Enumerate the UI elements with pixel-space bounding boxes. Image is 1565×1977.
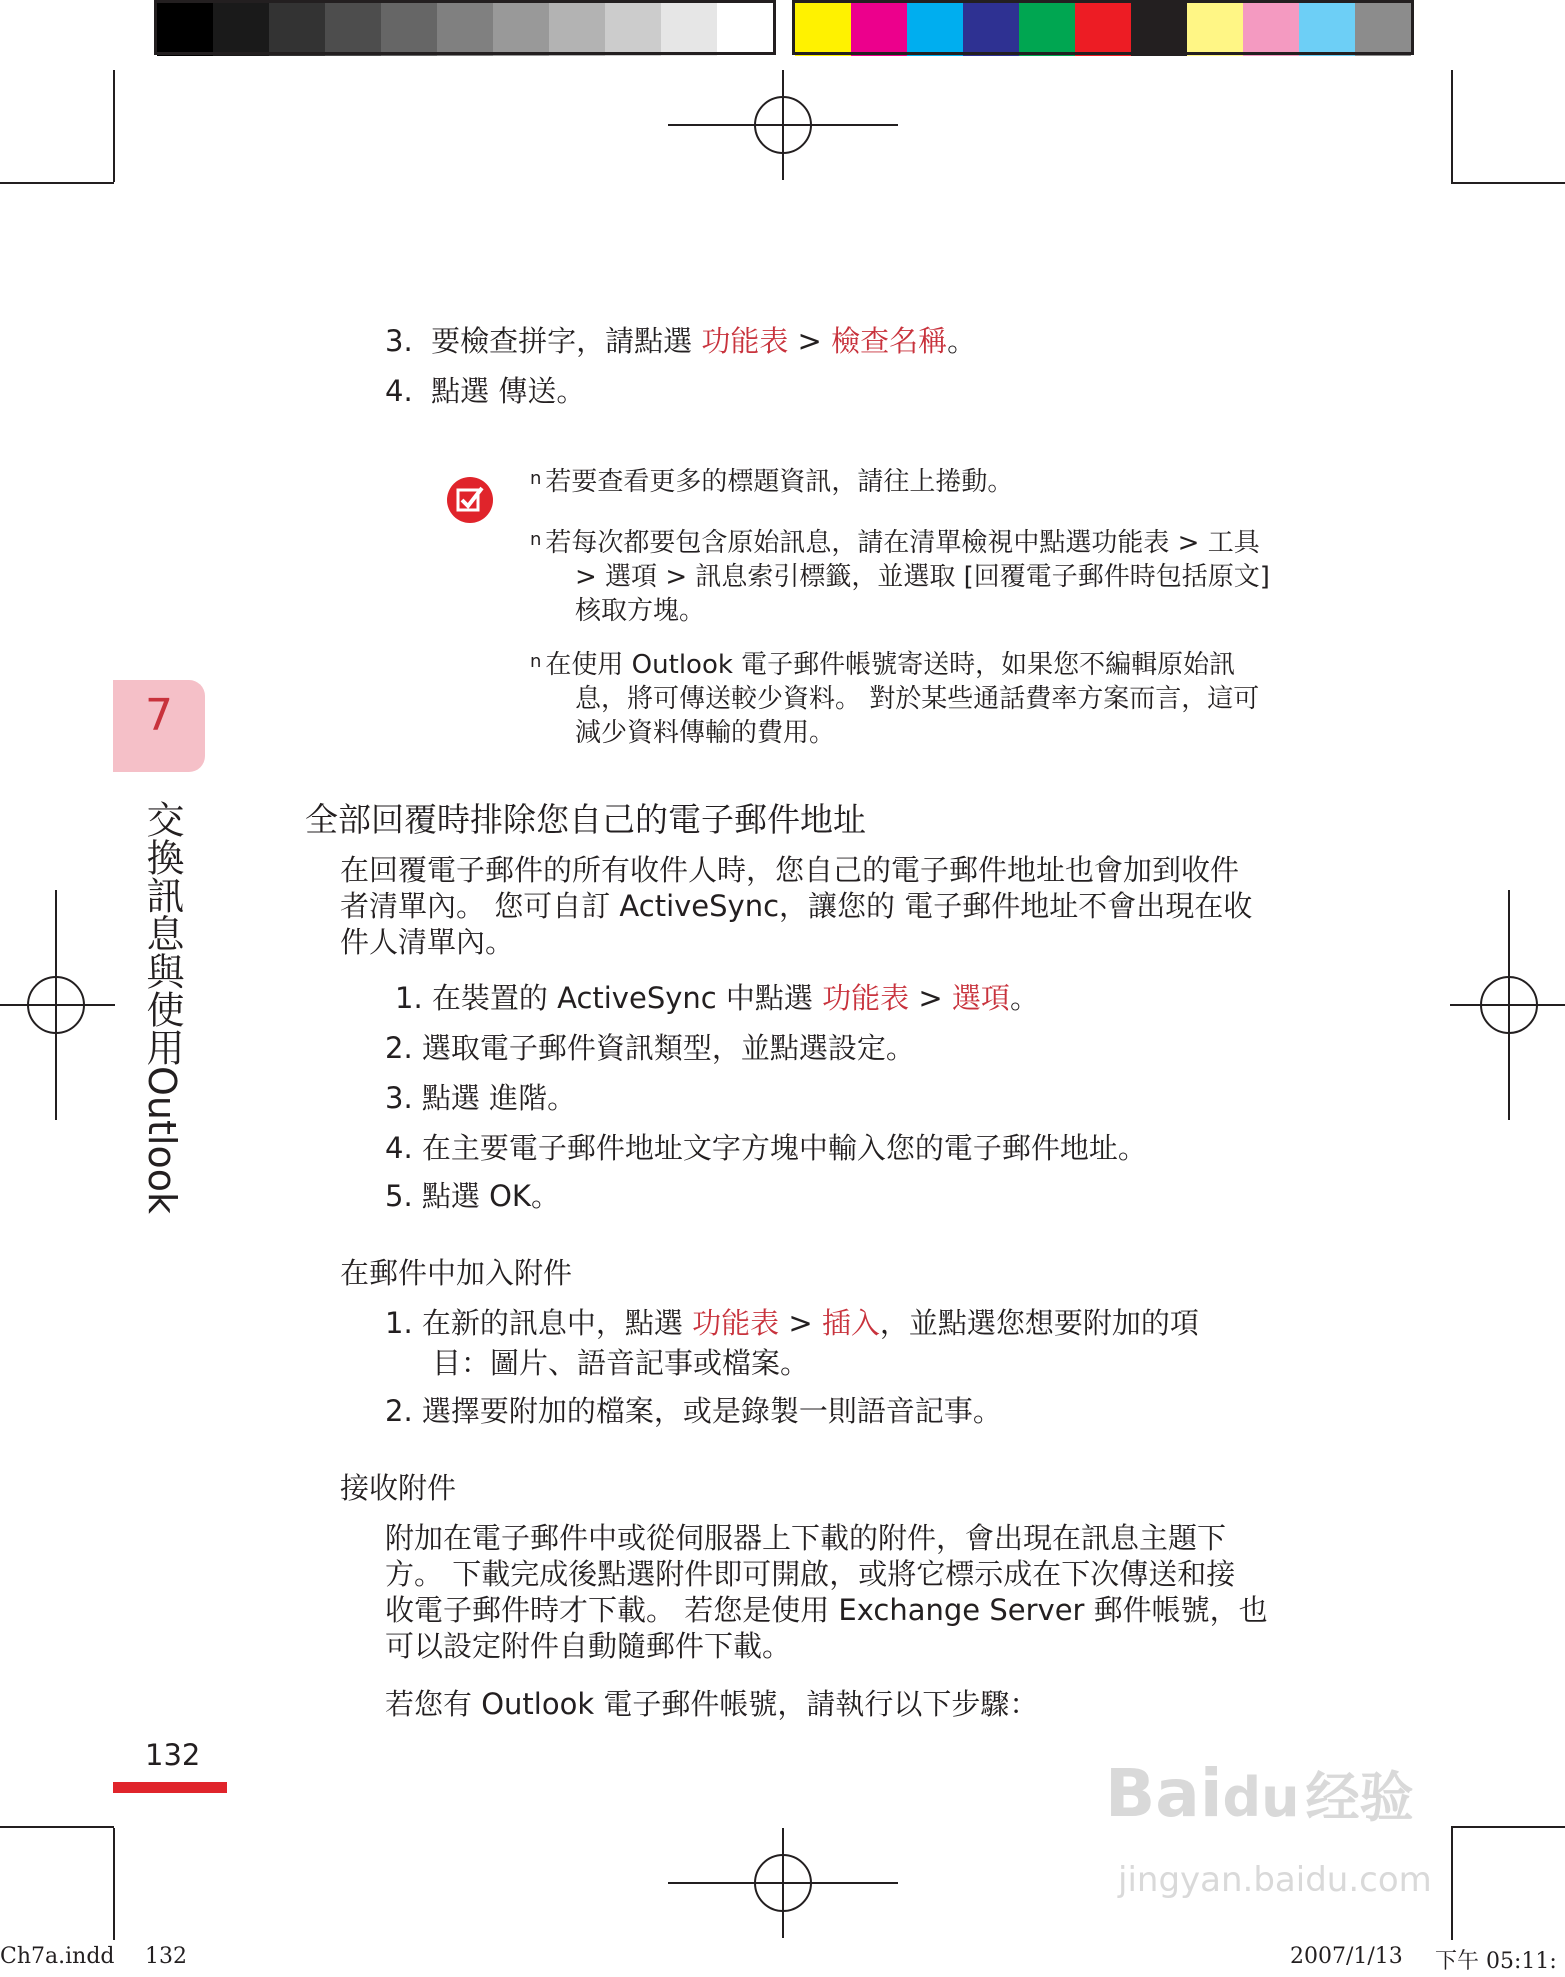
crop-mark-top-right-h bbox=[1451, 182, 1565, 184]
note-2 bbox=[530, 523, 1270, 628]
step-text: 在主要電子郵件地址文字方塊中輸入您的電子郵件地址。 bbox=[421, 1131, 1147, 1165]
step-text: 在裝置的 ActiveSync 中點選 bbox=[431, 981, 823, 1015]
step-text: 要檢查拼字，請點選 bbox=[431, 324, 702, 358]
section-paragraph bbox=[385, 1520, 1268, 1664]
color-bar-frame bbox=[154, 0, 776, 55]
step-check-names bbox=[385, 323, 976, 359]
watermark-cn: 经验 bbox=[1305, 1766, 1414, 1829]
check-names-link: 檢查名稱 bbox=[831, 324, 948, 358]
note-bullet: n bbox=[530, 468, 542, 489]
note-text: > 選項 > 訊息索引標籤，並選取 [回覆電子郵件時包括原文] bbox=[575, 562, 1270, 592]
step-ok bbox=[385, 1178, 560, 1214]
step-insert-attachment bbox=[385, 1305, 1199, 1341]
step-number: 5. bbox=[385, 1179, 413, 1213]
slug-date: 2007/1/13 bbox=[1290, 1944, 1403, 1969]
paragraph-line: 收電子郵件時才下載。 若您是使用 Exchange Server 郵件帳號，也 bbox=[385, 1593, 1268, 1627]
crop-mark-top-left-h bbox=[0, 182, 114, 184]
step-number: 1. bbox=[395, 981, 423, 1015]
step-send bbox=[385, 373, 585, 409]
step-select-type bbox=[385, 1030, 915, 1066]
paragraph-line: 件人清單內。 bbox=[340, 925, 515, 959]
paragraph-line: 在回覆電子郵件的所有收件人時，您自己的電子郵件地址也會加到收件 bbox=[340, 853, 1240, 887]
page-number-bar bbox=[113, 1782, 227, 1793]
note-1 bbox=[530, 462, 1013, 499]
registration-mark-right-icon bbox=[1450, 950, 1565, 1060]
insert-link: 插入 bbox=[821, 1306, 880, 1340]
note-bullet: n bbox=[530, 529, 542, 550]
note-text: 息，將可傳送較少資料。 對於某些通話費率方案而言，這可 bbox=[575, 684, 1260, 714]
color-bar-frame bbox=[792, 0, 1414, 55]
step-number: 2. bbox=[385, 1031, 413, 1065]
watermark-brand: Bai bbox=[1105, 1755, 1223, 1832]
note-3 bbox=[530, 645, 1259, 750]
step-number: 1. bbox=[385, 1306, 413, 1340]
crop-mark-bottom-right-v bbox=[1451, 1828, 1453, 1940]
arrow-separator: > bbox=[788, 324, 832, 358]
menu-link: 功能表 bbox=[822, 981, 910, 1015]
chapter-title: 交換訊息與使用Outlook bbox=[140, 800, 184, 1214]
step-insert-continued: 目：圖片、語音記事或檔案。 bbox=[432, 1346, 810, 1380]
menu-link: 功能表 bbox=[701, 324, 789, 358]
slug-page: 132 bbox=[145, 1944, 187, 1969]
note-text: 減少資料傳輸的費用。 bbox=[575, 718, 836, 748]
checkbox-note-icon bbox=[445, 475, 495, 525]
crop-mark-top-right-v bbox=[1451, 70, 1453, 182]
slug-time: 下午 05:11: bbox=[1435, 1949, 1557, 1974]
step-text: ，並點選您想要附加的項 bbox=[879, 1306, 1199, 1340]
page-number: 132 bbox=[145, 1738, 201, 1772]
baidu-watermark bbox=[1105, 1755, 1414, 1832]
crop-mark-bottom-left-v bbox=[113, 1828, 115, 1940]
slug-file: Ch7a.indd bbox=[0, 1944, 115, 1969]
step-text: 選取電子郵件資訊類型，並點選設定。 bbox=[421, 1031, 915, 1065]
options-link: 選項 bbox=[951, 981, 1010, 1015]
step-advanced bbox=[385, 1080, 576, 1116]
paragraph-line: 可以設定附件自動隨郵件下載。 bbox=[385, 1629, 792, 1663]
section-heading-receive-attachments: 接收附件 bbox=[340, 1471, 457, 1505]
step-text: 點選 OK。 bbox=[421, 1179, 560, 1213]
registration-mark-bottom-icon bbox=[668, 1828, 898, 1938]
step-choose-file bbox=[385, 1393, 1002, 1429]
step-number: 4. bbox=[385, 374, 413, 408]
step-activesync-options bbox=[395, 980, 1039, 1016]
crop-mark-top-left-v bbox=[113, 70, 115, 182]
paragraph-line: 方。 下載完成後點選附件即可開啟，或將它標示成在下次傳送和接 bbox=[385, 1557, 1236, 1591]
step-number: 3. bbox=[385, 324, 413, 358]
registration-mark-top-icon bbox=[668, 70, 898, 180]
note-text: 在使用 Outlook 電子郵件帳號寄送時，如果您不編輯原始訊 bbox=[545, 650, 1236, 680]
section-heading-attachments: 在郵件中加入附件 bbox=[340, 1256, 573, 1290]
paragraph-line: 附加在電子郵件中或從伺服器上下載的附件，會出現在訊息主題下 bbox=[385, 1521, 1227, 1555]
chapter-number: 7 bbox=[145, 690, 173, 741]
paw-icon: du bbox=[1222, 1766, 1300, 1829]
step-text: 點選 進階。 bbox=[421, 1081, 577, 1115]
menu-link: 功能表 bbox=[692, 1306, 780, 1340]
note-bullet: n bbox=[530, 651, 542, 672]
note-text: 核取方塊。 bbox=[575, 596, 706, 626]
crop-mark-bottom-right-h bbox=[1451, 1826, 1565, 1828]
step-number: 4. bbox=[385, 1131, 413, 1165]
section-heading-reply-all: 全部回覆時排除您自己的電子郵件地址 bbox=[305, 800, 866, 839]
crop-mark-bottom-left-h bbox=[0, 1826, 114, 1828]
step-number: 3. bbox=[385, 1081, 413, 1115]
step-text: 選擇要附加的檔案，或是錄製一則語音記事。 bbox=[421, 1394, 1002, 1428]
step-end: 。 bbox=[947, 324, 977, 358]
arrow-separator: > bbox=[779, 1306, 822, 1340]
outlook-steps-intro: 若您有 Outlook 電子郵件帳號，請執行以下步驟： bbox=[385, 1687, 1039, 1721]
step-end: 。 bbox=[1009, 981, 1039, 1015]
step-enter-address bbox=[385, 1130, 1147, 1166]
step-number: 2. bbox=[385, 1394, 413, 1428]
watermark-url: jingyan.baidu.com bbox=[1118, 1860, 1432, 1900]
step-text: 在新的訊息中，點選 bbox=[421, 1306, 693, 1340]
paragraph-line: 者清單內。 您可自訂 ActiveSync，讓您的 電子郵件地址不會出現在收 bbox=[340, 889, 1253, 923]
section-paragraph bbox=[340, 852, 1252, 960]
note-text: 若每次都要包含原始訊息，請在清單檢視中點選功能表 > 工具 bbox=[545, 528, 1260, 558]
step-text: 點選 傳送。 bbox=[431, 374, 586, 408]
note-text: 若要查看更多的標題資訊，請往上捲動。 bbox=[545, 467, 1014, 497]
arrow-separator: > bbox=[909, 981, 952, 1015]
registration-mark-left-icon bbox=[0, 950, 115, 1060]
